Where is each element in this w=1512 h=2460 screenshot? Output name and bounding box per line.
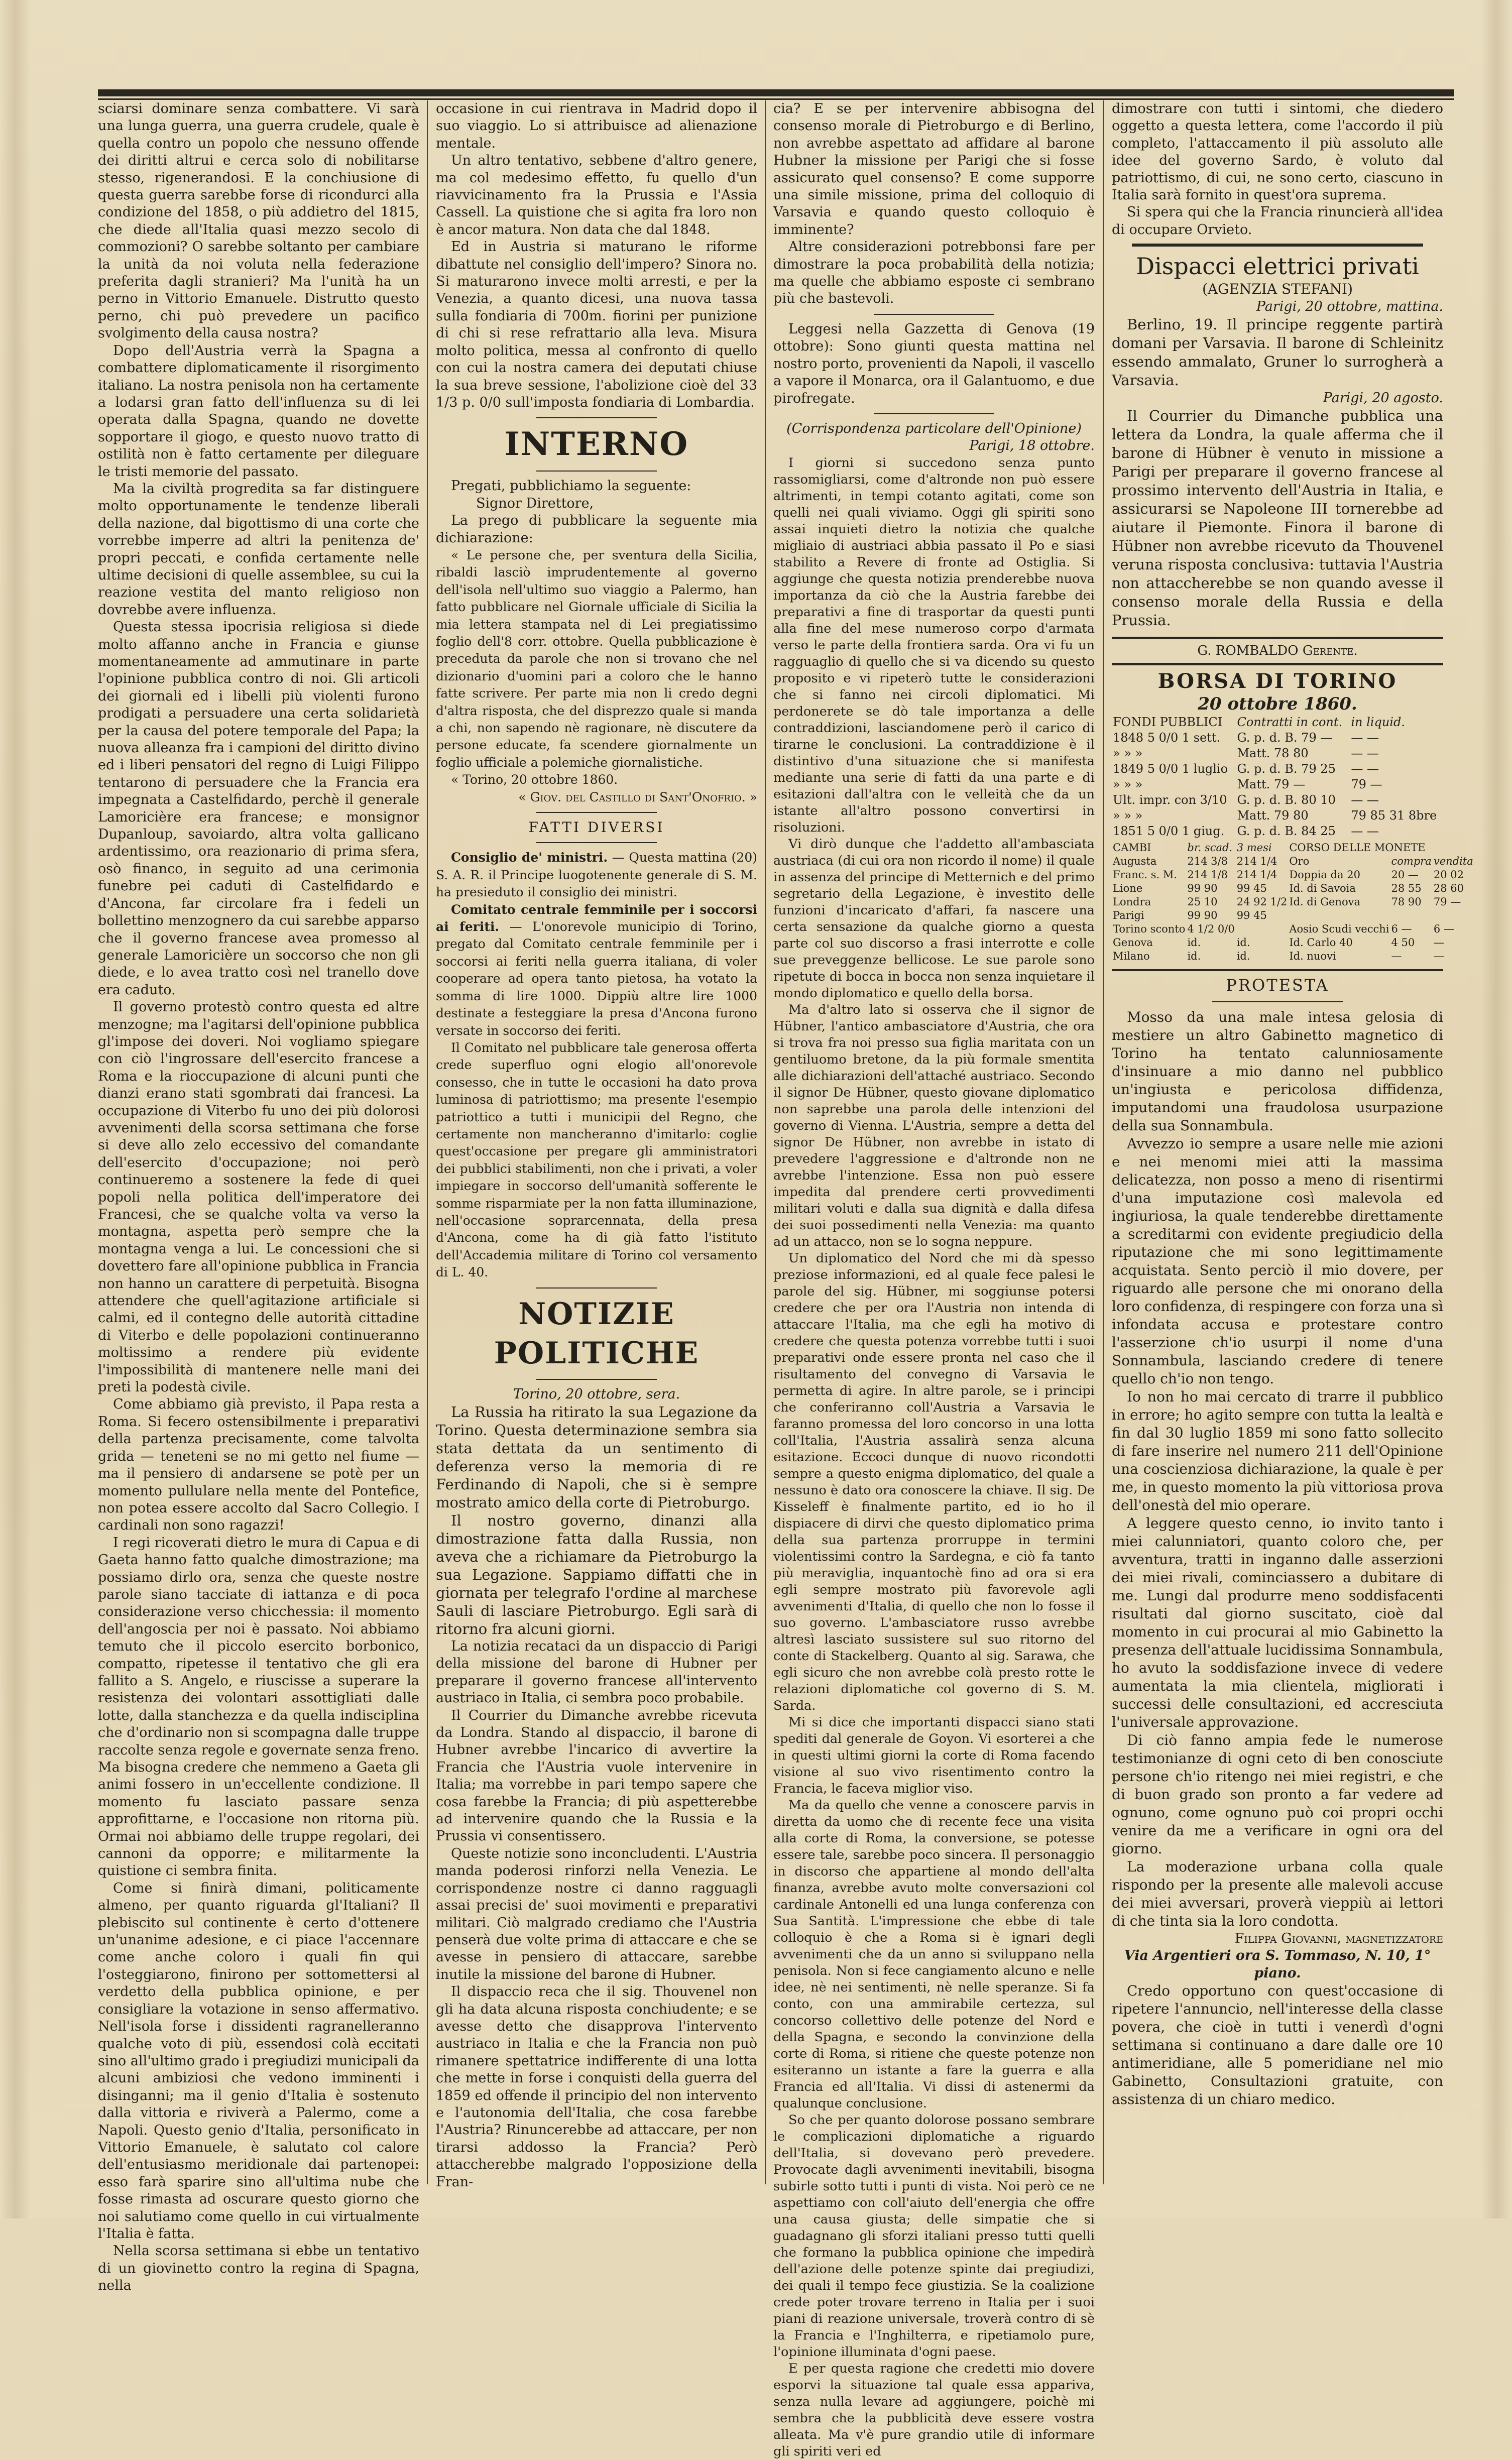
paragraph: La Russia ha ritirato la sua Legazione da Torino. Questa determinazione sembra sia stata dettata da un sentimento di deferenza verso la memoria di re Ferdinando di Napoli, che si è sempre mostrato amico della corte di Pietroburgo. [436, 1403, 757, 1511]
table-cell: 79 — [1433, 895, 1461, 908]
table-cell: vendita [1433, 855, 1473, 867]
table-row [1112, 882, 1474, 895]
table-cell: — — [1351, 761, 1379, 776]
column-divider [765, 100, 766, 2184]
table-cell: 6 — [1391, 922, 1412, 935]
paper-edge-shadow [0, 0, 30, 2218]
table-header-row [1112, 715, 1443, 730]
divider [1212, 1001, 1343, 1002]
table-row [1112, 922, 1474, 936]
paragraph: sciarsi dominare senza combattere. Vi sarà una lunga guerra, una guerra crudele, quale è quella contro un popolo che nessuno offende dei diritti altrui e cerca solo di nobilitarse stesso, rigenerandosi. E la conchiusione di questa guerra sarebbe forse di ricondurci alla condizione del 1858, o più addietro del 1815, che diede all'Italia quasi mezzo secolo di commozioni? O sarebbe soltanto per cambiare la unità da noi voluta nella federazione preferita dagli stranieri? Ma l'unità ha un perno in Vittorio Emanuele. Distrutto questo perno, chi può prevedere un pacifico svolgimento della causa nostra? [98, 101, 419, 341]
table-row [1112, 730, 1443, 746]
table-row [1112, 936, 1474, 950]
table-header-row [1112, 841, 1474, 855]
table-cell: Oro [1289, 855, 1310, 867]
divider [1112, 969, 1443, 971]
table-cell: id. [1236, 950, 1250, 962]
table-row [1112, 777, 1443, 792]
paragraph: Mi si dice che importanti dispacci siano stati spediti dal generale de Goyon. Vi esorterei a che in questi ultimi giorni la corte di Roma facendo visione al suo vivo risentimento contro la Francia, le faceva miglior viso. [773, 1714, 1095, 1796]
table-cell: Id. nuovi [1289, 950, 1336, 962]
table-cell: — [1433, 950, 1444, 962]
table-cell: Parigi [1113, 909, 1144, 921]
paragraph: Ma d'altro lato si osserva che il signor de Hübner, l'antico ambasciatore d'Austria, che ora si trova fra noi presso sua figlia maritata con un gentiluomo bretone, da la più formale smentita alle dichiarazioni dell'attaché austriaco. Secondo il signor De Hübner, questo giovane diplomatico non saprebbe una parola delle intenzioni del governo di Vienna. L'Austria, sempre a detta del signor De Hübner, non avrebbe in istato di prevedere l'aggressione e d'altronde non ne avrebbe l'intenzione. Essa non può essere impedita dal prendere certi provvedimenti militari voluti e dalla sua dignità e dalla difesa dei suoi possedimenti nella Venezia: ma quanto ad un attacco, non se lo sogna neppure. [773, 1002, 1095, 1249]
table-cell: 1849 5 0/0 1 luglio [1113, 761, 1228, 776]
table-cell: 4 50 [1391, 936, 1415, 949]
paragraph: A leggere questo cenno, io invito tanto i miei calunniatori, quanto coloro che, per avventura, tratti in inganno dalle asserzioni dei miei rivali, cominciassero a dubitare di me. Lungi dal produrre meno soddisfacenti risultati dal giorno suscitato, cioè dal momento in cui procurai al mio Gabinetto la presenza dell'attuale lucidissima Sonnambula, ho avuto la soddisfazione invece di vedere aumentata la mia clientela, migliorati i successi delle consultazioni, ed accresciuta l'universale approvazione. [1112, 1514, 1443, 1730]
table-cell: Id. Carlo 40 [1289, 936, 1353, 949]
news-text: — Questa mattina (20) S. A. R. il Principe luogotenente generale di S. M. ha presieduto il consiglio dei ministri. [436, 850, 757, 900]
divider [536, 1379, 657, 1380]
paragraph: Il Comitato nel pubblicare tale generosa offerta crede superfluo ogni elogio all'onorevole consesso, che in tutte le occasioni ha dato prova luminosa di patriottismo; ma presente l'esempio patriottico a tutti i municipii del Regno, che certamente non mancheranno d'imitarlo: coglie quest'occasione per pregare gli amministratori dei pubblici stabilimenti, non che i privati, a voler impiegare in soccorso dell'umanità sofferente le somme risparmiate per la non fatta illuminazione, nell'occasione soprarcennata, della presa d'Ancona, come ha di già fatto l'istituto dell'Accademia militare di Torino col versamento di L. 40. [436, 1040, 757, 1280]
table-cell: 28 60 [1433, 882, 1464, 894]
table-cell: id. [1187, 936, 1201, 949]
divider [1112, 637, 1443, 639]
news-item [436, 849, 757, 901]
table-cell: 214 1/4 [1236, 868, 1277, 881]
table-cell [1433, 909, 1474, 922]
table-cell: 99 90 [1187, 909, 1218, 921]
paragraph: Ed in Austria si maturano le riforme dibattute nel consiglio dell'impero? Sinora no. Si maturarono invece molti arresti, e per la Venezia, a quanto dicesi, una nuova tassa sulla fondiaria di 700m. fiorini per punizione di chi si rese refrattario alla leva. Misura molto politica, messa al confronto di quello con cui la nostra camera dei deputati chiuse la sua breve sessione, l'abolizione cioè del 33 1/3 p. 0/0 sull'imposta fondiaria di Lombardia. [436, 239, 757, 410]
paragraph: Pregati, pubblichiamo la seguente: [451, 478, 691, 494]
cambi-table [1112, 841, 1474, 963]
table-cell: G. p. d. B. 79 — [1237, 730, 1333, 745]
paragraph: Leggesi nella Gazzetta di Genova (19 ottobre): Sono giunti questa mattina nel nostro porto, provenienti da Napoli, il vascello a vapore il Monarca, ora il Galantuomo, e due pirofregate. [773, 321, 1095, 406]
paragraph: cia? E se per intervenire abbisogna del consenso morale di Pietroburgo e di Berlino, non avrebbe aspettato ad affidare al barone Hubner la missione per Parigi che si fosse assicurato quel consenso? E come supporre una simile missione, prima del colloquio di Varsavia e quando questo colloquio è imminente? [773, 101, 1095, 238]
table-row [1112, 761, 1443, 777]
table-cell: — [1391, 950, 1402, 962]
table-cell: compra [1391, 855, 1432, 867]
table-cell: Matt. 79 — [1237, 777, 1306, 791]
divider [1112, 663, 1443, 665]
table-cell [1390, 909, 1433, 922]
table-cell: Aosio Scudi vecchi [1289, 922, 1389, 935]
paragraph: Ma da quello che venne a conoscere parvis in diretta da uomo che di recente fece una visita alla corte di Roma, la conversione, se potesse essere tale, sarebbe poco sincera. Il personaggio in discorso che appartiene al mondo dell'alta finanza, avrebbe avuto molte conversazioni col cardinale Antonelli ed una lunga conferenza con Sua Santità. L'impressione che ebbe di tale colloquio è che a Roma si è ignari degli avvenimenti che da un anno si sviluppano nella penisola. Non si fece cangiamento alcuno e nelle idee, nè nei sentimenti, nè nelle speranze. Si fa conto, con una ammirabile certezza, sul concorso collettivo delle potenze del Nord e della Spagna, e secondo la convinzione della corte di Roma, si ritiene che queste potenze non esiteranno un istante a fare la guerra e alla Francia ed all'Italia. Vi dissi di astenermi da qualunque conclusione. [773, 1797, 1095, 2111]
top-rule [98, 89, 1454, 96]
signature: « Giov. del Castillo di Sant'Onofrio. » [518, 789, 757, 804]
divider [874, 314, 994, 315]
table-row [1112, 824, 1443, 839]
column-2 [436, 100, 757, 2191]
table-cell [1236, 922, 1289, 936]
section-title-fatti-diversi: FATTI DIVERSI [528, 819, 665, 836]
paragraph: Questa stessa ipocrisia religiosa si diede molto affanno anche in Francia e giunse momentaneamente ad ammutinare in parte l'opinione pubblica contro di noi. Gli articoli dei giornali ed i libelli più violenti furono prodigati a persuadere una certa solidarietà per la causa del potere temporale del Papa; la nuova alleanza fra i campioni del diritto divino ed i liberi pensatori del regno di Luigi Filippo tentarono di persuadere che la Francia era impegnata a Castelfidardo, perchè il generale Lamoricière era francese; e monsignor Dupanloup, savoiardo, altra volta gallicano ardentissimo, ora reazionario di prima sfera, osò financo, in seguito ad una cerimonia funebre pei caduti di Castelfidardo e d'Ancona, far circolare fra i fedeli un bollettino menzognero da cui sarebbe apparso che il governo francese avea promesso al generale Lamoricière un soccorso che non gli diede, e lo avea tratto così nel tranello dove era caduto. [98, 619, 419, 998]
paragraph: Ma la civiltà progredita sa far distinguere molto opportunamente le tendenze liberali della nazione, dal bigottismo di una corte che vorrebbe imperre ad altri la penitenza de' propri peccati, e confida certamente nelle ultime decisioni di quelle assemblee, su cui la reazione vestita del manto religioso non dovrebbe avere influenza. [98, 481, 419, 618]
paper-edge-shadow [1481, 0, 1511, 2218]
news-headline: Comitato centrale femminile per i soccorsi ai feriti. [436, 902, 757, 934]
table-cell: 99 45 [1236, 882, 1267, 894]
paragraph: I regi ricoverati dietro le mura di Capua e di Gaeta hanno fatto qualche dimostrazione; ma possiamo dirlo ora, senza che queste nostre parole siano tacciate di iattanza e di poca considerazione verso chicchessia: il momento dell'angoscia per noi è passato. Noi abbiamo temuto che il piccolo esercito borbonico, compatto, ripetesse il tentativo che gli era fallito a S. Angelo, e riuscisse a superare la resistenza dei volontari assottigliati dalle lotte, dalla stanchezza e da quella indisciplina che d'ordinario non si scompagna dalle truppe raccolte senza regole e governate senza freno. Ma bisogna credere che nemmeno a Gaeta gli animi fossero in un'eccellente condizione. Il momento fu lasciato passare senza approfittarne, e l'occasione non ritorna più. Ormai noi abbiamo delle truppe regolari, dei cannoni da opporre; e militarmente la quistione ci sembra finita. [98, 1535, 419, 1879]
paragraph: Credo opportuno con quest'occasione di ripetere l'annuncio, nell'interesse della classe povera, che cioè in tutti i venerdì d'ogni settimana si continuano a dare dalle ore 10 antimeridiane, alle 5 pomeridiane nel mio Gabinetto, Consultazioni gratuite, con assistenza di un chiaro medico. [1112, 1982, 1443, 2108]
paragraph: Il governo protestò contro questa ed altre menzogne; ma l'agitarsi dell'opinione pubblica gl'impose dei doveri. Noi vogliamo spiegare con ciò l'ingrossare dell'esercito francese a Roma e la rioccupazione di alcuni punti che dianzi erano stati sgombrati dai francesi. La occupazione di Viterbo fu uno dei più dolorosi avvenimenti della scorsa settimana che forse si deve allo zelo eccessivo del comandante dell'esercito d'occupazione; noi però continueremo a sostenere la fede di quei popoli nella politica dell'imperatore dei Francesi, che se qualche volta va verso la montagna, aspetta però sempre che la montagna venga a lui. Le concessioni che si dovettero fare all'opinione pubblica in Francia non hanno un carattere di perpetuità. Bisogna attendere che quell'agitazione artificiale si calmi, ed il contegno delle autorità cittadine di Viterbo e delle popolazioni continueranno moltissimo a rendere più evidente l'impossibilità di mantenere nelle mani dei preti la podestà civile. [98, 999, 419, 1395]
section-title-notizie-politiche: NOTIZIE POLITICHE [494, 1296, 700, 1371]
section-subtitle: (AGENZIA STEFANI) [1202, 281, 1353, 298]
table-cell: 20 02 [1433, 868, 1464, 881]
dateline: Parigi, 20 agosto. [1323, 390, 1443, 406]
table-cell: — — [1351, 746, 1379, 760]
table-cell: 6 — [1433, 922, 1454, 935]
table-header: CAMBI [1113, 841, 1151, 854]
paragraph: Il dispaccio reca che il sig. Thouvenel non gli ha data alcuna risposta conchiudente; e se avesse detto che disapprova l'intervento austriaco in Italia e che la Francia non può rimanere spettatrice indifferente di una lotta che mette in forse i conquisti della guerra del 1859 ed offende il principio del non intervento e l'autonomia dell'Italia, che cosa farebbe l'Austria? Rinuncerebbe ad attaccare, per non tirarsi addosso la Francia? Però attaccherebbe malgrado l'opposizione della Fran- [436, 1984, 757, 2190]
table-cell: 79 85 31 8bre [1351, 808, 1437, 823]
dateline: Parigi, 20 ottobre, mattina. [1256, 298, 1443, 314]
divider [1132, 244, 1423, 247]
table-cell: 99 90 [1187, 882, 1218, 894]
table-cell: — — [1351, 730, 1379, 745]
divider [536, 417, 657, 418]
salutation: Signor Direttore, [476, 495, 594, 511]
table-cell: Id. di Savoia [1289, 882, 1356, 894]
table-header: CORSO DELLE MONETE [1289, 841, 1426, 854]
address: Via Argentieri ora S. Tommaso, N. 10, 1° piano. [1124, 1948, 1431, 1981]
table-cell: » » » [1113, 746, 1143, 760]
paragraph: I giorni si succedono senza punto rassomigliarsi, come d'altronde non può essere altrimenti, in tempi cotanto agitati, come son quelli nei quali viviamo. Oggi gli spiriti sono assai inquieti dietro la notizia che qualche migliaio di austriaci abbia passato il Po e siasi stabilito a Revere di fronte ad Ostiglia. Si aggiunge che questa notizia prenderebbe nuova importanza da ciò che la Austria farebbe dei preparativi a fine di trasportar da questi punti alla fine del mese numeroso corpo d'armata verso le parte della frontiera sarda. Ora vi fu un ragguaglio di quello che si va dicendo su questo proposito e vi ripeterò tutte le considerazioni che si fanno nei circoli diplomatici. Mi perdonerete se dò tale importanza a delle contraddizioni, lasciandomene però il carico di tirarne le conclusioni. La contraddizione è il distintivo d'una situazione che si manifesta mediante una serie di fatti da una parte e di esitazioni dall'altra con le velleità che da un istante all'altro possono convertirsi in risoluzioni. [773, 455, 1095, 835]
column-3 [773, 100, 1095, 2460]
paragraph: Avvezzo io sempre a usare nelle mie azioni e nei menomi miei atti la massima delicatezza, non posso a meno di risentirmi d'una imputazione così malevola ed ingiuriosa, la quale tenderebbe direttamente a screditarmi con evidente pregiudicio della riputazione che mi sono legittimamente acquistata. Sento perciò il mio dovere, per riguardo alle persone che mi onorano della loro confidenza, di respingere con forza una sì infondata accusa e protestare contro l'asserzione ch'io usurpi il nome d'una Sonnambula, lasciando credere di tenere quello ch'io non tengo. [1112, 1135, 1443, 1387]
paragraph: Un altro tentativo, sebbene d'altro genere, ma col medesimo effetto, fu quello d'un riavvicinamento fra la Prussia e l'Assia Cassell. La quistione che si agita fra loro non è ancor matura. Non data che dal 1848. [436, 153, 757, 238]
table-cell: » » » [1113, 777, 1143, 791]
paragraph: Come si finirà dimani, politicamente almeno, per quanto riguarda gl'Italiani? Il plebiscito sul continente è certo d'ottenere un'unanime adesione, e ci piace l'accennare come anche coloro i quali fin qui l'osteggiarono, finirono per sottomettersi al verdetto della pubblica opinione, e per consigliare la votazione in senso affermativo. Nell'isola forse i dissidenti ragranelleranno qualche voto di più, essendosi colà eccitati sino all'ultimo grado i pregiudizi municipali da alcuni ambiziosi che vedono imminenti i disinganni; ma il genio d'Italia è sostenuto dalla vittoria e riviverà a Palermo, come a Napoli. Questo genio d'Italia, personificato in Vittorio Emanuele, è salutato col calore dell'entusiasmo meridionale dai partenopei: esso farà sparire sino all'ultima nube che fosse rimasta ad oscurare questo giorno che noi salutiamo come quello in cui virtualmente l'Italia è fatta. [98, 1880, 419, 2242]
dateline: Parigi, 18 ottobre. [969, 438, 1095, 454]
table-cell: Matt. 79 80 [1237, 808, 1309, 823]
table-cell: Lione [1113, 882, 1143, 894]
paragraph: E per questa ragione che credetti mio dovere esporvi la situazione tal quale essa appariva, senza nulla levare ad aggiungere, poichè mi sembra che la pubblicità deve essere vostra alleata. Ma v'è pure grandio utile di informare gli spiriti veri ed [773, 2361, 1095, 2459]
table-cell: G. p. d. B. 84 25 [1237, 824, 1336, 838]
column-divider [1103, 100, 1104, 2184]
news-item [436, 901, 757, 1039]
paragraph: La moderazione urbana colla quale rispondo per la presente alle malevoli accuse dei miei avversari, proverà vieppiù ai lettori di che tinta sia la loro condotta. [1112, 1858, 1443, 1929]
borsa-date: 20 ottobre 1860. [1198, 693, 1357, 714]
table-cell: 79 — [1351, 777, 1382, 791]
table-cell: Doppia da 20 [1289, 868, 1360, 881]
table-row [1112, 868, 1474, 882]
table-cell: id. [1236, 936, 1250, 949]
paragraph: Il nostro governo, dinanzi alla dimostrazione fatta dalla Russia, non aveva che a richiamare da Pietroburgo la sua Legazione. Sappiamo diffatti che in giornata per telegrafo l'ordine al marchese Sauli di lasciare Pietroburgo. Egli sarà di ritorno fra alcuni giorni. [436, 1512, 757, 1637]
table-cell: Ult. impr. con 3/10 [1113, 792, 1227, 807]
table-cell: 214 1/4 [1236, 855, 1277, 867]
quoted-declaration: « Le persone che, per sventura della Sicilia, ribaldi lasciò imprudentemente al governo dell'isola nell'ultimo suo viaggio a Palermo, han fatto pubblicare nel Giornale ufficiale di Sicilia la mia lettera stampata nel di Lei pregiatissimo foglio dell'8 corr. ottobre. Quella pubblicazione è preceduta da parole che non si trovano che nel dizionario d'uomini pari a coloro che le hanno fatte scrivere. Per parte mia non li credo degni d'altra risposta, che del disprezzo quale si manda a chi, non sapendo nè ragionare, nè discutere da persone educate, fa scendere giornalmente un foglio ufficiale a polemiche giornalistiche. [436, 547, 757, 770]
divider [536, 812, 657, 813]
paragraph: Io non ho mai cercato di trarre il pubblico in errore; ho agito sempre con tutta la lealtà e fin dal 30 luglio 1859 mi sono fatto sollecito di fare inserire nel numero 211 dell'Opinione una coscienziosa dichiarazione, la quale è per me, in questo momento la più vittoriosa prova dell'onestà del mio operare. [1112, 1388, 1443, 1513]
section-title-protesta: PROTESTA [1226, 975, 1329, 995]
table-cell: Matt. 78 80 [1237, 746, 1309, 760]
signature: Filippa Giovanni, magnetizzatore [1234, 1930, 1443, 1946]
gerente-line: G. ROMBALDO Gerente. [1197, 643, 1358, 659]
dateline: « Torino, 20 ottobre 1860. [451, 772, 618, 787]
divider [874, 413, 994, 414]
table-cell: Milano [1113, 950, 1150, 962]
table-cell [1288, 909, 1390, 922]
paragraph: Il Courrier du Dimanche pubblica una lettera da Londra, la quale afferma che il barone di Hübner è venuto in missione a Parigi per preparare il governo francese al prossimo intervento dell'Austria in Italia, e assicurarsi se Napoleone III tornerebbe ad aiutare il Piemonte. Finora il barone di Hübner non avrebbe ricevuto da Thouvenel veruna risposta conclusiva: tuttavia l'Austria non attaccherebbe se non quando avesse il consenso morale della Russia e della Prussia. [1112, 407, 1443, 629]
table-header: in liquid. [1351, 715, 1405, 729]
table-row [1112, 808, 1443, 824]
table-row [1112, 855, 1474, 868]
column-4 [1112, 100, 1473, 2108]
paragraph: Si spera qui che la Francia rinuncierà all'idea di occupare Orvieto. [1112, 204, 1443, 238]
divider [536, 1287, 657, 1288]
paragraph: La notizia recataci da un dispaccio di Parigi della missione del barone di Hubner per preparare il governo francese all'intervento austriaco in Italia, ci sembra poco probabile. [436, 1638, 757, 1706]
table-header: Contratti in cont. [1237, 715, 1343, 729]
table-cell: — — [1351, 792, 1379, 807]
table-cell: G. p. d. B. 80 10 [1237, 792, 1336, 807]
table-cell: — [1433, 936, 1444, 949]
table-cell: Augusta [1113, 855, 1157, 867]
column-1 [98, 100, 419, 2295]
paragraph: Il Courrier du Dimanche avrebbe ricevuta da Londra. Stando al dispaccio, il barone di Hubner avrebbe l'incarico di avvertire la Francia che l'Austria vuole intervenire in Italia; ma vorrebbe in pari tempo sapere che cosa farebbe la Francia; di più aspetterebbe ad intervenire quando che la Russia e la Prussia vi consentissero. [436, 1707, 757, 1844]
divider [536, 471, 657, 472]
table-cell: 20 — [1391, 868, 1419, 881]
paragraph: Dopo dell'Austria verrà la Spagna a combattere diplomaticamente il risorgimento italiano. La nostra penisola non ha certamente a lodarsi gran fatto dell'influenza su di lei operata dalla Spagna, quando ne dovette sopportare il giogo, e questo nuovo tratto di ostilità non è fatto certamente per dileguare le tristi memorie del passato. [98, 342, 419, 480]
paragraph: La prego di pubblicare la seguente mia dichiarazione: [436, 513, 757, 546]
paragraph: Queste notizie sono inconcludenti. L'Austria manda poderosi rinforzi nella Venezia. Le corrispondenze nostre ci danno ragguagli assai precisi de' suoi movimenti e preparativi militari. Ciò malgrado crediamo che l'Austria penserà due volte prima di attaccare e che se avesse in pensiero di attaccare, sarebbe inutile la missione del barone di Hubner. [436, 1845, 757, 1982]
table-cell: 28 55 [1391, 882, 1422, 894]
paragraph: Vi dirò dunque che l'addetto all'ambasciata austriaca (di cui ora non ricordo il nome) il quale in assenza del principe di Metternich e del primo segretario della Legazione, è investito delle funzioni d'incaricato d'affari, fa nascere una certa sensazione da qualche giorno a questa parte col suo discorso a frasi interrotte e colle sue preveggenze bellicose. Le sue parole sono ripetute di bocca in bocca non senza inquietare il mondo diplomatico e quello della borsa. [773, 836, 1095, 1001]
section-title-interno: INTERNO [504, 425, 689, 463]
news-text: — L'onorevole municipio di Torino, pregato dal Comitato centrale femminile per i soccorsi ai feriti nella guerra italiana, di voler cooperare ad opera tanto pietosa, ha votato la somma di lire 1000. Dippiù altre lire 1000 destinate a festeggiare la presa d'Ancona furono versate in soccorso dei feriti. [436, 919, 757, 1038]
table-header: 3 mesi [1236, 841, 1272, 854]
table-cell: 24 92 1/2 [1236, 895, 1288, 908]
paragraph: So che per quanto dolorose possano sembrare le complicazioni diplomatiche a riguardo dell'Italia, si dovevano però prevedere. Provocate dagli avvenimenti inevitabili, bisogna subirle sotto tutti i punti di vista. Noi però ce ne aspettiamo con coll'aiuto dell'energia che offre una causa giusta; delle simpatie che si guadagnano gli sforzi italiani presso tutti quelli che formano la pubblica opinione che impedirà dell'azione delle potenze spinte dai pregiudizi, dei quali il tempo fece giustizia. Se la coalizione crede poter trovare terreno in Italia per i suoi piani di reazione universale, troverà contro di sè la Francia e l'Inghilterra, e ripetiamolo pure, l'opinione illuminata d'ogni paese. [773, 2112, 1095, 2360]
table-cell: 78 90 [1391, 895, 1422, 908]
borsa-title: BORSA DI TORINO [1157, 669, 1398, 693]
paragraph: Mosso da una male intesa gelosia di mestiere un altro Gabinetto magnetico di Torino ha tentato calunniosamente d'insinuare a mio danno nel pubblico un'ingiusta e pericolosa diffidenza, imputandomi una fraudolosa usurpazione della sua Sonnambula. [1112, 1008, 1443, 1134]
table-header: FONDI PUBBLICI [1113, 715, 1223, 729]
table-cell: Genova [1113, 936, 1153, 949]
table-cell: id. [1187, 950, 1201, 962]
table-cell: 214 3/8 [1187, 855, 1228, 867]
paragraph: Di ciò fanno ampia fede le numerose testimonianze di ogni ceto di ben conosciute persone ch'io ritengo nei miei registri, e che di buon grado son pronto a far vedere ad ognuno, come ognuno può coi propri occhi venire da me a verificare in ogni ora del giorno. [1112, 1731, 1443, 1857]
table-cell: 214 1/8 [1187, 868, 1228, 881]
table-cell: — — [1351, 824, 1379, 838]
table-row [1112, 792, 1443, 808]
table-cell: 4 1/2 0/0 [1187, 922, 1235, 935]
table-cell: Londra [1113, 895, 1151, 908]
news-headline: Consiglio de' ministri. [451, 850, 608, 865]
paragraph: Nella scorsa settimana si ebbe un tentativo di un giovinetto contro la regina di Spagna, nella [98, 2243, 419, 2294]
correspondence-title: (Corrispondenza particolare dell'Opinione) [786, 420, 1082, 436]
paragraph: Un diplomatico del Nord che mi dà spesso preziose informazioni, ed al quale fece palesi le parole del sig. Hübner, mi soggiunse potersi credere che per ora l'Austria non intenda di attaccare l'Italia, ma che egli ha motivo di credere che questa potenza vorrebbe tutti i suoi preparativi onde essere pronta nel caso che il risultamento del convegno di Varsavia le permetta di agire. In altre parole, se i principi che conferiranno coll'Austria a Varsavia le faranno promessa del loro concorso in una lotta coll'Italia, l'Austria assalirà senza alcuna esitazione. Eccoci dunque di nuovo ricondotti sempre a questo enigma diplomatico, del quale a nessuno è dato ora conoscere la chiave. Il sig. De Kisseleff è finalmente partito, ed io ho il dispiacere di dirvi che questo diplomatico prima della sua partenza prorruppe in termini violentissimi contro la Sardegna, e ciò fa tanto più meraviglia, inquantochè fino ad ora si era egli sempre mostrato più favorevole agli avvenimenti d'Italia, di quello che non lo fosse il suo governo. L'ambasciatore russo avrebbe altresì lasciato sussistere sul suo ritorno del conte di Stackelberg. Quanto al sig. Sarawa, che egli sicuro che non avrebbe colà presto rotte le relazioni diplomatiche col governo di S. M. Sarda. [773, 1250, 1095, 1713]
paragraph: dimostrare con tutti i sintomi, che diedero oggetto a questa lettera, come l'accordo il più completo, l'attaccamento il più assoluto alle idee del governo Sardo, è voluto dal patriottismo, di cui, ne sono certo, ciascuno in Italia sarà fornito in quest'ora suprema. [1112, 101, 1443, 203]
table-cell: Franc. s. M. [1113, 868, 1178, 881]
paragraph: occasione in cui rientrava in Madrid dopo il suo viaggio. Lo si attribuisce ad alienazione mentale. [436, 101, 757, 151]
table-cell: Torino sconto [1113, 922, 1186, 935]
paragraph: Berlino, 19. Il principe reggente partirà domani per Varsavia. Il barone di Schleinitz essendo ammalato, Gruner lo surrogherà a Varsavia. [1112, 316, 1443, 389]
paragraph: Altre considerazioni potrebbonsi fare per dimostrare la poca probabilità della notizia; ma quelle che abbiamo esposte ci sembrano più che bastevoli. [773, 239, 1095, 307]
table-row [1112, 895, 1474, 909]
table-cell: 25 10 [1187, 895, 1218, 908]
section-title-dispacci: Dispacci elettrici privati [1136, 253, 1419, 280]
table-row [1112, 746, 1443, 761]
table-cell: » » » [1113, 808, 1143, 823]
column-divider [427, 100, 428, 2184]
table-cell: G. p. d. B. 79 25 [1237, 761, 1336, 776]
table-cell: Id. di Genova [1289, 895, 1360, 908]
table-cell: 1848 5 0/0 1 sett. [1113, 730, 1221, 745]
borsa-table [1112, 715, 1443, 839]
table-header: br. scad. [1187, 841, 1233, 854]
table-cell: 1851 5 0/0 1 giug. [1113, 824, 1225, 838]
divider [536, 842, 657, 843]
dateline: Torino, 20 ottobre, sera. [513, 1386, 680, 1402]
table-row [1112, 950, 1474, 963]
table-cell: 99 45 [1236, 909, 1267, 921]
table-row [1112, 909, 1474, 922]
paragraph: Come abbiamo già previsto, il Papa resta a Roma. Si fecero ostensibilmente i preparativi della partenza precisamente, come talvolta grida — teneteni se no mi getto nel fiume — ma il pensiero di andarsene se potè per un momento pullulare nella mente del Pontefice, non potea essere accolto dal Sacro Collegio. I cardinali non sono ragazzi! [98, 1396, 419, 1534]
